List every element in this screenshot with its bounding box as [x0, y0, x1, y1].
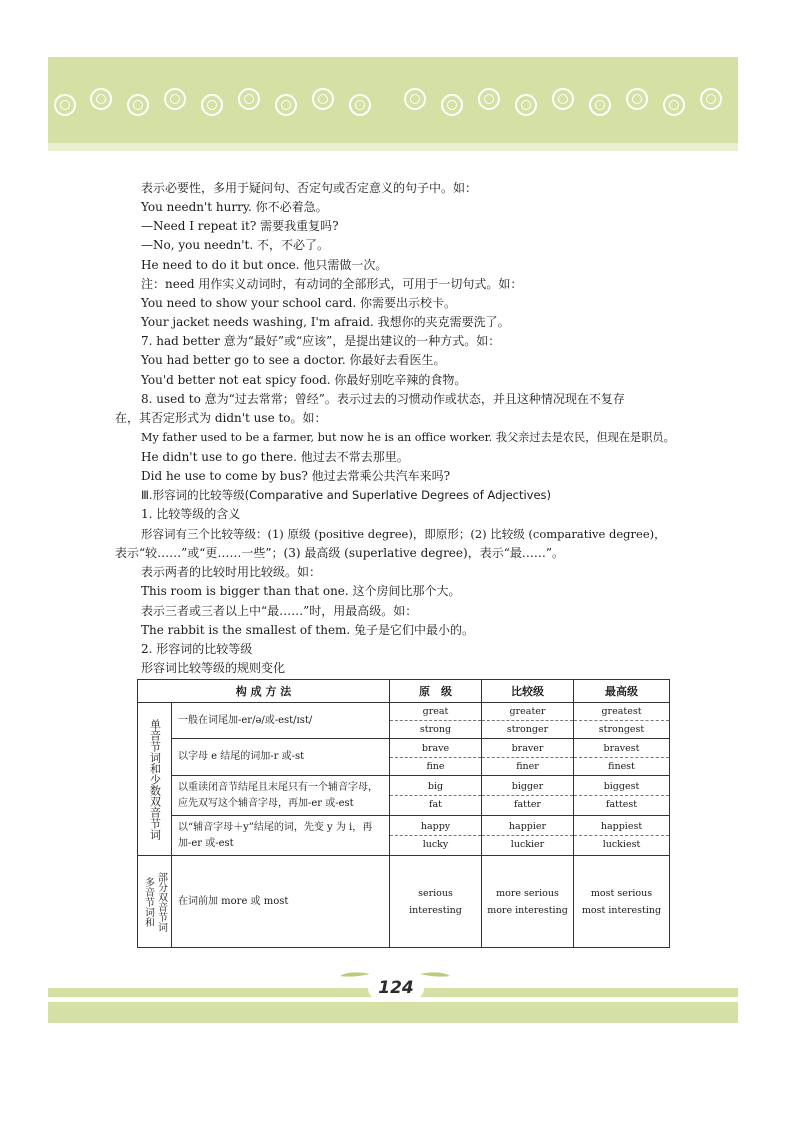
- text-line: You needn't hurry. 你不必着急。: [141, 200, 328, 214]
- leaf-icon: [420, 970, 450, 978]
- superlative-cell: [574, 703, 670, 739]
- group1-label: 单音节词和少数双音节词: [148, 718, 162, 840]
- text-line: He didn't use to go there. 他过去不常去那里。: [141, 450, 409, 464]
- word: serious: [418, 887, 453, 899]
- superlative-cell: [574, 816, 670, 856]
- text-line: —No, you needn't. 不，不必了。: [141, 238, 329, 252]
- positive-cell: [390, 739, 482, 776]
- header-strip: [48, 143, 738, 151]
- ring-icon: [90, 88, 112, 110]
- word: fine: [426, 760, 445, 772]
- positive-cell: [390, 816, 482, 856]
- text-line: My father used to be a farmer, but now he is an office worker. 我父亲过去是农民，但现在是职员。: [141, 431, 675, 444]
- ring-icon: [404, 88, 426, 110]
- group-label-cell: [138, 703, 172, 856]
- word: more serious: [496, 887, 559, 899]
- ring-icon: [275, 94, 297, 116]
- group-label-cell: [138, 856, 172, 948]
- word: happy: [390, 818, 481, 836]
- header-positive: 原 级: [390, 680, 482, 703]
- word: most interesting: [581, 904, 662, 916]
- word: happiest: [574, 818, 669, 836]
- text-line: Your jacket needs washing, I'm afraid. 我想你的夹克需要洗了。: [141, 315, 510, 329]
- group2-label-a: 多音节词和: [142, 876, 154, 927]
- comparative-cell: [482, 703, 574, 739]
- text-line: You'd better not eat spicy food. 你最好别吃辛辣的食物。: [141, 373, 467, 387]
- ring-icon: [54, 94, 76, 116]
- method-cell: 一般在词尾加-er/ə/或-est/ɪst/: [172, 703, 390, 739]
- word: strongest: [598, 724, 645, 735]
- word: biggest: [574, 778, 669, 796]
- word: fatter: [514, 799, 541, 810]
- ring-icon: [626, 88, 648, 110]
- word: greater: [482, 703, 573, 721]
- ring-icon: [552, 88, 574, 110]
- text-line: 表示必要性，多用于疑问句、否定句或否定意义的句子中。如：: [141, 181, 478, 195]
- word: finer: [516, 760, 539, 772]
- word: more interesting: [487, 904, 568, 916]
- text-line: Did he use to come by bus? 他过去常乘公共汽车来吗?: [141, 469, 451, 483]
- table-row: [138, 739, 670, 776]
- header-comparative: 比较级: [482, 680, 574, 703]
- word: fattest: [605, 799, 638, 810]
- comparative-cell: [482, 776, 574, 816]
- decorative-circles: [54, 88, 734, 118]
- method-cell: 以字母 e 结尾的词加-r 或-st: [172, 739, 390, 776]
- text-line: He need to do it but once. 他只需做一次。: [141, 258, 388, 272]
- ring-icon: [478, 88, 500, 110]
- word: great: [390, 703, 481, 721]
- table-row: [138, 856, 670, 948]
- word: finest: [608, 760, 635, 772]
- word: fat: [429, 799, 442, 810]
- comparison-table: [137, 679, 670, 948]
- text-line: 8. used to 意为“过去常常；曾经”。表示过去的习惯动作或状态，并且这种情况现在不复存: [141, 392, 625, 406]
- ring-icon: [663, 94, 685, 116]
- text-line: 形容词有三个比较等级：(1) 原级 (positive degree)，即原形；(2) 比较级 (comparative degree)，: [141, 527, 666, 541]
- group2-label-b: 部分双音节词: [155, 871, 167, 932]
- ring-icon: [238, 88, 260, 110]
- method-cell: 以“辅音字母＋y”结尾的词，先变 y 为 i，再加-er 或-est: [172, 816, 390, 856]
- table-header-row: [138, 680, 670, 703]
- table-row: [138, 816, 670, 856]
- ring-icon: [127, 94, 149, 116]
- text-line: 2. 形容词的比较等级: [141, 642, 253, 656]
- positive-cell: [390, 703, 482, 739]
- positive-cell: [390, 776, 482, 816]
- word: braver: [482, 740, 573, 758]
- ring-icon: [700, 88, 722, 110]
- group2-label: [138, 872, 171, 932]
- superlative-cell: [574, 739, 670, 776]
- word: interesting: [409, 904, 462, 916]
- table-row: [138, 703, 670, 739]
- text-line: 1. 比较等级的含义: [141, 507, 241, 521]
- text-line: You need to show your school card. 你需要出示校卡。: [141, 296, 457, 310]
- ring-icon: [589, 94, 611, 116]
- comparative-cell: [482, 816, 574, 856]
- header-superlative: 最高级: [574, 680, 670, 703]
- positive-cell: [390, 856, 482, 948]
- word: luckier: [510, 839, 545, 850]
- superlative-cell: [574, 856, 670, 948]
- method-cell: 以重读闭音节结尾且末尾只有一个辅音字母，应先双写这个辅音字母，再加-er 或-est: [172, 776, 390, 816]
- text-line: You had better go to see a doctor. 你最好去看医生。: [141, 353, 446, 367]
- section-heading: Ⅲ.形容词的比较等级(Comparative and Superlative Degrees of Adjectives): [141, 488, 552, 502]
- text-line: The rabbit is the smallest of them. 兔子是它们中最小的。: [141, 623, 475, 637]
- text-line: —Need I repeat it? 需要我重复吗?: [141, 219, 339, 233]
- word: lucky: [422, 839, 449, 850]
- word: bravest: [574, 740, 669, 758]
- ring-icon: [164, 88, 186, 110]
- ring-icon: [349, 94, 371, 116]
- word: strong: [419, 724, 452, 735]
- word: bigger: [482, 778, 573, 796]
- method-cell: 在词前加 more 或 most: [172, 856, 390, 948]
- word: stronger: [506, 724, 549, 735]
- text-line: 注：need 用作实义动词时，有动词的全部形式，可用于一切句式。如：: [141, 277, 523, 291]
- ring-icon: [441, 94, 463, 116]
- ring-icon: [201, 94, 223, 116]
- superlative-cell: [574, 776, 670, 816]
- text-line: This room is bigger than that one. 这个房间比那个大。: [141, 584, 461, 598]
- word: greatest: [574, 703, 669, 721]
- header-method: 构 成 方 法: [138, 680, 390, 703]
- text-line: 在，其否定形式为 didn't use to。如：: [115, 411, 327, 425]
- ring-icon: [312, 88, 334, 110]
- leaf-icon: [340, 970, 370, 978]
- text-line: 表示两者的比较时用比较级。如：: [141, 565, 322, 579]
- text-line: 形容词比较等级的规则变化: [141, 661, 286, 675]
- comparative-cell: [482, 739, 574, 776]
- text-line: 表示三者或三者以上中“最……”时，用最高级。如：: [141, 604, 418, 618]
- word: brave: [390, 740, 481, 758]
- text-line: 表示“较……”或“更……一些”；(3) 最高级 (superlative degree)，表示“最……”。: [115, 546, 564, 560]
- ring-icon: [515, 94, 537, 116]
- word: big: [390, 778, 481, 796]
- table-row: [138, 776, 670, 816]
- comparative-cell: [482, 856, 574, 948]
- word: luckiest: [602, 839, 641, 850]
- word: most serious: [590, 887, 653, 899]
- text-line: 7. had better 意为“最好”或“应该”，是提出建议的一种方式。如：: [141, 334, 501, 348]
- word: happier: [482, 818, 573, 836]
- page-number: 124: [368, 976, 424, 1000]
- footer-band-lower: [48, 1002, 738, 1023]
